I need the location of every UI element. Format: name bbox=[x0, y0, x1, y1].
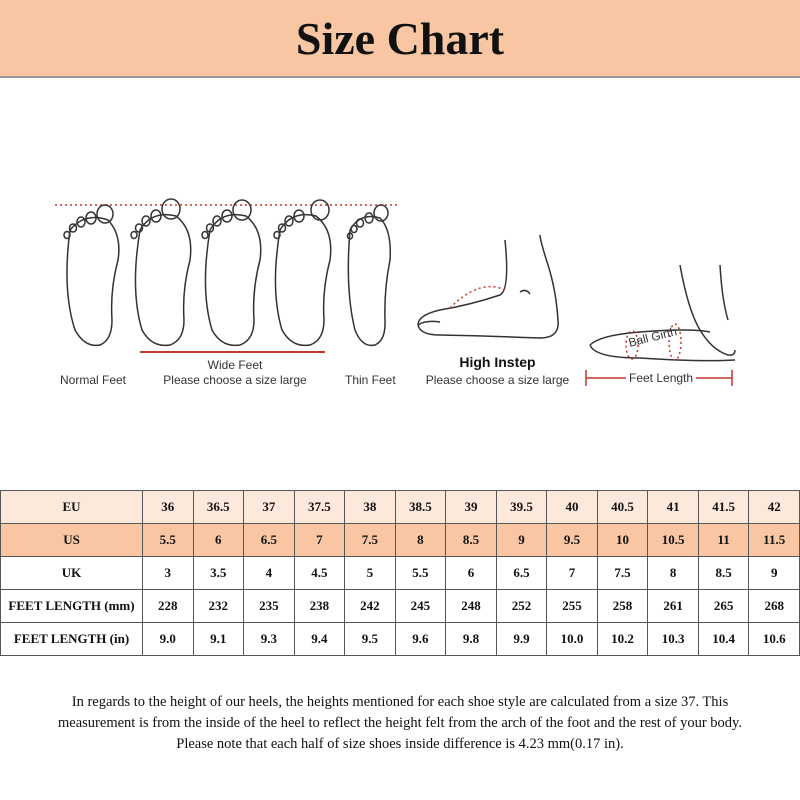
table-cell: 10.3 bbox=[648, 623, 699, 656]
table-cell: 6 bbox=[193, 524, 244, 557]
table-cell: 235 bbox=[244, 590, 295, 623]
high-instep-label: High Instep bbox=[459, 354, 536, 370]
table-cell: 4.5 bbox=[294, 557, 345, 590]
table-cell: 9.3 bbox=[244, 623, 295, 656]
row-header: FEET LENGTH (in) bbox=[1, 623, 143, 656]
table-cell: 9.6 bbox=[395, 623, 446, 656]
table-cell: 40 bbox=[547, 491, 598, 524]
table-cell: 9 bbox=[496, 524, 547, 557]
table-cell: 39.5 bbox=[496, 491, 547, 524]
feet-length-mm-row bbox=[1, 590, 800, 623]
table-cell: 245 bbox=[395, 590, 446, 623]
ball-girth-foot-icon bbox=[590, 265, 735, 361]
table-cell: 7 bbox=[294, 524, 345, 557]
table-cell: 242 bbox=[345, 590, 396, 623]
table-cell: 6 bbox=[446, 557, 497, 590]
row-header: US bbox=[1, 524, 143, 557]
table-cell: 3.5 bbox=[193, 557, 244, 590]
table-cell: 228 bbox=[143, 590, 194, 623]
foot-type-diagram bbox=[0, 180, 800, 400]
row-header: EU bbox=[1, 491, 143, 524]
table-cell: 8.5 bbox=[698, 557, 749, 590]
table-cell: 6.5 bbox=[496, 557, 547, 590]
size-table bbox=[0, 490, 800, 656]
table-cell: 255 bbox=[547, 590, 598, 623]
table-cell: 11 bbox=[698, 524, 749, 557]
table-cell: 38 bbox=[345, 491, 396, 524]
title-bar bbox=[0, 0, 800, 78]
table-cell: 10.0 bbox=[547, 623, 598, 656]
note-line: In regards to the height of our heels, the heights mentioned for each shoe style are calculated from a size 37. This bbox=[71, 694, 729, 710]
table-cell: 41.5 bbox=[698, 491, 749, 524]
table-cell: 9 bbox=[749, 557, 800, 590]
table-cell: 10.5 bbox=[648, 524, 699, 557]
high-instep-hint: Please choose a size large bbox=[425, 373, 570, 387]
table-cell: 268 bbox=[749, 590, 800, 623]
sizing-note bbox=[20, 692, 780, 755]
table-cell: 7.5 bbox=[597, 557, 648, 590]
table-cell: 9.4 bbox=[294, 623, 345, 656]
table-cell: 8 bbox=[395, 524, 446, 557]
page-title: Size Chart bbox=[295, 12, 505, 64]
row-header: FEET LENGTH (mm) bbox=[1, 590, 143, 623]
table-cell: 5 bbox=[345, 557, 396, 590]
table-cell: 37.5 bbox=[294, 491, 345, 524]
table-cell: 7 bbox=[547, 557, 598, 590]
table-cell: 41 bbox=[648, 491, 699, 524]
table-cell: 252 bbox=[496, 590, 547, 623]
wide-feet-label: Wide Feet bbox=[207, 358, 263, 372]
table-cell: 238 bbox=[294, 590, 345, 623]
table-cell: 265 bbox=[698, 590, 749, 623]
table-cell: 7.5 bbox=[345, 524, 396, 557]
table-cell: 8 bbox=[648, 557, 699, 590]
table-cell: 5.5 bbox=[395, 557, 446, 590]
feet-length-in-row bbox=[1, 623, 800, 656]
table-cell: 3 bbox=[143, 557, 194, 590]
table-cell: 9.0 bbox=[143, 623, 194, 656]
table-cell: 11.5 bbox=[749, 524, 800, 557]
table-cell: 8.5 bbox=[446, 524, 497, 557]
table-cell: 36 bbox=[143, 491, 194, 524]
table-cell: 6.5 bbox=[244, 524, 295, 557]
table-cell: 10.2 bbox=[597, 623, 648, 656]
table-cell: 42 bbox=[749, 491, 800, 524]
row-header: UK bbox=[1, 557, 143, 590]
table-cell: 258 bbox=[597, 590, 648, 623]
eu-row bbox=[1, 491, 800, 524]
wide-feet-hint: Please choose a size large bbox=[163, 373, 307, 387]
table-cell: 9.9 bbox=[496, 623, 547, 656]
table-cell: 9.1 bbox=[193, 623, 244, 656]
table-cell: 4 bbox=[244, 557, 295, 590]
table-cell: 37 bbox=[244, 491, 295, 524]
normal-foot-icon bbox=[64, 205, 119, 345]
ball-girth-label: Ball Girth bbox=[627, 324, 679, 350]
table-cell: 9.5 bbox=[547, 524, 598, 557]
feet-length-label: Feet Length bbox=[626, 371, 696, 385]
table-cell: 9.5 bbox=[345, 623, 396, 656]
wide-foot-icon bbox=[274, 200, 331, 345]
thin-feet-label: Thin Feet bbox=[345, 373, 396, 387]
uk-row bbox=[1, 557, 800, 590]
table-cell: 9.8 bbox=[446, 623, 497, 656]
table-cell: 10.6 bbox=[749, 623, 800, 656]
table-cell: 10 bbox=[597, 524, 648, 557]
note-line: measurement is from the inside of the heel to reflect the height felt from the arch of the foot and the rest of your body. bbox=[58, 715, 742, 731]
table-cell: 40.5 bbox=[597, 491, 648, 524]
table-cell: 10.4 bbox=[698, 623, 749, 656]
table-cell: 248 bbox=[446, 590, 497, 623]
table-cell: 261 bbox=[648, 590, 699, 623]
table-cell: 5.5 bbox=[143, 524, 194, 557]
note-line: Please note that each half of size shoes inside difference is 4.23 mm(0.17 in). bbox=[176, 736, 624, 752]
table-cell: 36.5 bbox=[193, 491, 244, 524]
wide-foot-icon bbox=[202, 200, 261, 345]
high-instep-foot-icon bbox=[418, 235, 558, 338]
wide-foot-icon bbox=[131, 199, 191, 345]
thin-foot-icon bbox=[348, 205, 391, 345]
table-cell: 38.5 bbox=[395, 491, 446, 524]
foot-illustrations bbox=[0, 180, 800, 400]
normal-feet-label: Normal Feet bbox=[60, 373, 127, 387]
table-cell: 232 bbox=[193, 590, 244, 623]
us-row bbox=[1, 524, 800, 557]
table-cell: 39 bbox=[446, 491, 497, 524]
